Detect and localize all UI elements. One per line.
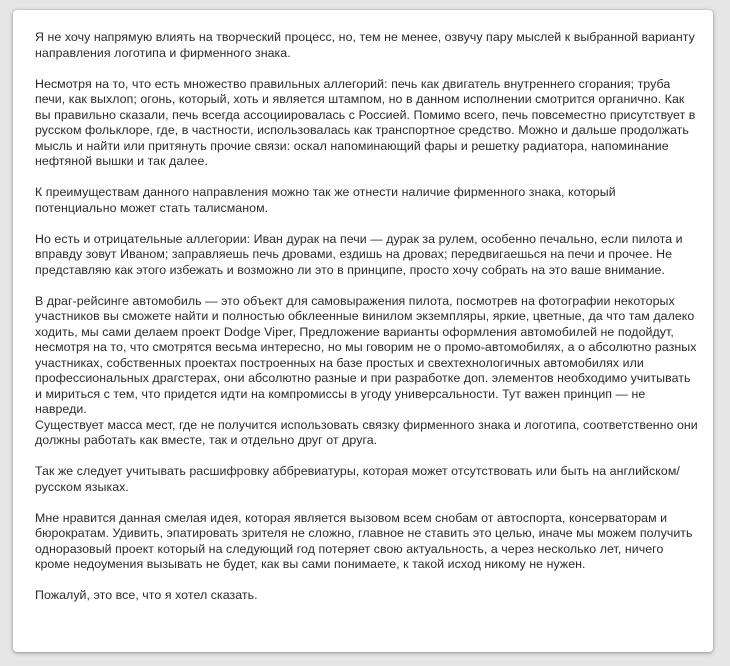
paragraph-allegories: Несмотря на то, что есть множество правильных аллегорий: печь как двигатель внутреннего сгорания; труба печи, как выхлоп; огонь, который, хоть и является штампом, но в данном исполнении смотрится органично. Как вы правильно сказали, печь всегда ассоциировалась с Россией. Помимо всего, печь повсеместно присутствует в русском фольклоре, где, в частности, использовалась как транспортное средство. Можно и дальше продолжать мысль и найти или притянуть прочие связи: оскал напоминающий фары и решетку радиатора, напоминание нефтяной вышки и так далее. (35, 76, 696, 168)
paragraph-bold-idea: Мне нравится данная смелая идея, которая является вызовом всем снобам от автоспорта, консерваторам и бюрократам. Удивить, эпатировать зрителя не сложно, главное не ставить это целью, иначе мы можем получить одноразовый проект который на следующий год потеряет свою актуальность, а через несколько лет, ничего кроме недоумения вызывать не будет, как вы сами понимаете, к такой исход никому не нужен. (35, 510, 693, 571)
message-card (13, 10, 713, 652)
paragraph-negative-allegories: Но есть и отрицательные аллегории: Иван дурак на печи — дурак за рулем, особенно печально, если пилота и вправду зовут Иваном; заправляешь печь дровами, ездишь на дровах; передвигаешься на печи и прочее. Не представляю как этого избежать и возможно ли это в принципе, просто хочу собрать на это ваше внимание. (35, 231, 683, 277)
paragraph-advantages: К преимуществам данного направления можно так же отнести наличие фирменного знака, который потенциально может стать талисманом. (35, 185, 616, 215)
message-body (35, 30, 699, 619)
paragraph-closing: Пожалуй, это все, что я хотел сказать. (35, 588, 258, 602)
paragraph-intro: Я не хочу напрямую влиять на творческий процесс, но, тем не менее, озвучу пару мыслей к выбранной варианту направления логотипа и фирменного знака. (35, 30, 695, 60)
paragraph-usage-places: Существует масса мест, где не получится использовать связку фирменного знака и логотипа, соответственно они должны работать как вместе, так и отдельно друг от друга. (35, 417, 698, 447)
paragraph-abbreviation: Так же следует учитывать расшифровку аббревиатуры, которая может отсутствовать или быть на английском/русском языках. (35, 464, 680, 494)
paragraph-drag-racing: В драг-рейсинге автомобиль — это объект для самовыражения пилота, посмотрев на фотографии некоторых участников вы сможете найти и полностью обклеенные винилом экземпляры, яркие, цветные, да что там далеко ходить, мы сами делаем проект Dodge Viper, Предложение варианты оформления автомобилей не подойдут, несмотря на то, что смотрятся весьма интересно, но мы говорим не о промо-автомобилях, а о абсолютно разных участниках, собственных проектах построенных на базе простых и свехтехнологичных автомобилях или профессиональных драгстерах, они абсолютно разные и при разработке доп. элементов необходимо учитывать и мириться с тем, что придется идти на компромиссы в угоду универсальности. Тут важен принцип — не навреди. (35, 293, 697, 416)
